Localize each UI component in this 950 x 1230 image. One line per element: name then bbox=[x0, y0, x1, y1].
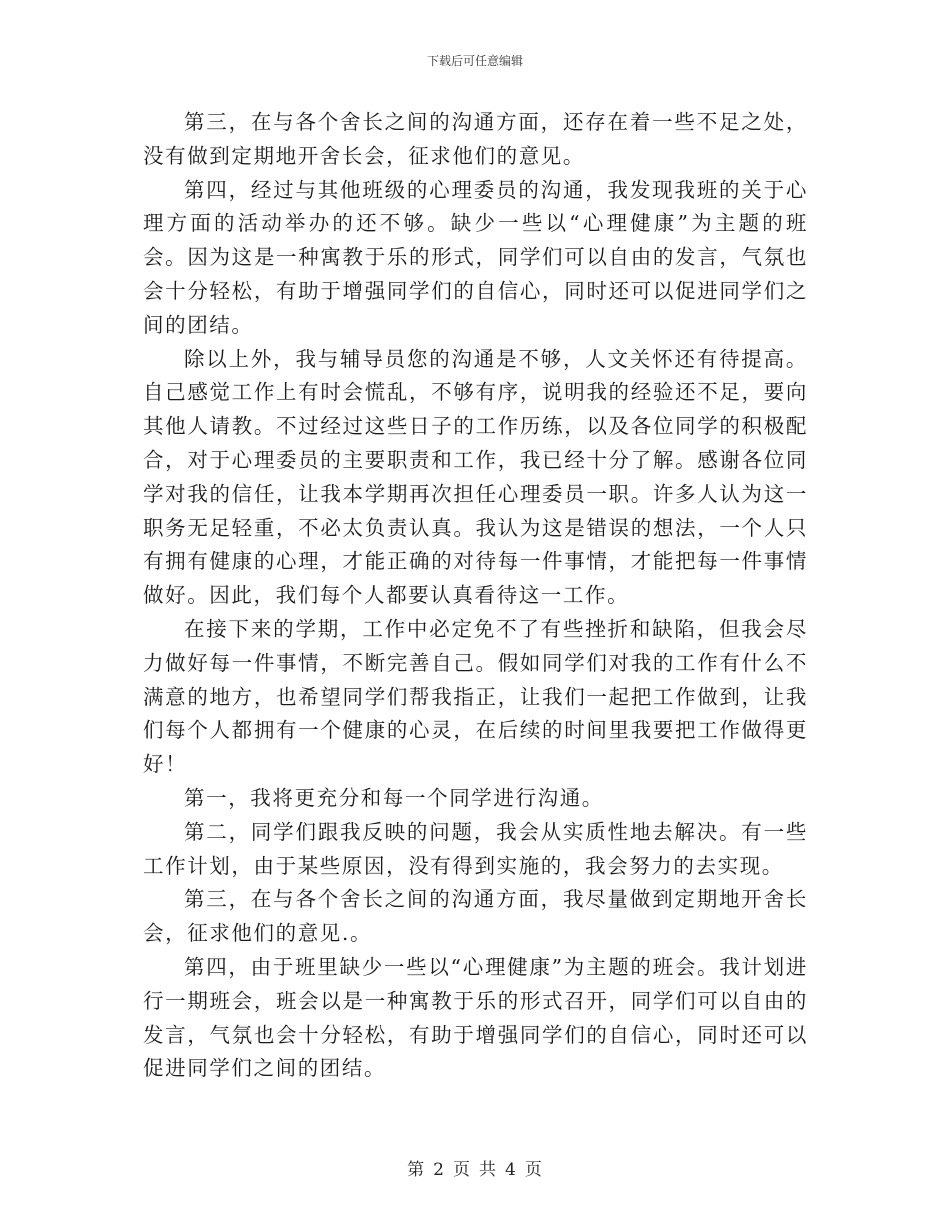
footer-suffix: 页 bbox=[524, 1160, 543, 1180]
paragraph: 第四，经过与其他班级的心理委员的沟通，我发现我班的关于心理方面的活动举办的还不够。缺少一些以“心理健康”为主题的班会。因为这是一种寓教于乐的形式，同学们可以自由的发言，气氛也会十分轻松，有助于增强同学们的自信心，同时还可以促进同学们之间的团结。 bbox=[143, 177, 808, 337]
total-pages-number: 4 bbox=[505, 1160, 517, 1180]
footer-prefix: 第 bbox=[407, 1160, 426, 1180]
current-page-number: 2 bbox=[433, 1160, 445, 1180]
paragraph: 第二，同学们跟我反映的问题，我会从实质性地去解决。有一些工作计划，由于某些原因，没有得到实施的，我会努力的去实现。 bbox=[143, 819, 808, 878]
header-note: 下载后可任意编辑 bbox=[426, 54, 523, 68]
paragraph: 第三，在与各个舍长之间的沟通方面，我尽量做到定期地开舍长会，征求他们的意见.。 bbox=[143, 887, 808, 946]
document-body bbox=[143, 106, 808, 1086]
page-footer bbox=[0, 1155, 950, 1180]
paragraph: 除以上外，我与辅导员您的沟通是不够，人文关怀还有待提高。自己感觉工作上有时会慌乱，不够有序，说明我的经验还不足，要向其他人请教。不过经过这些日子的工作历练，以及各位同学的积极配合，对于心理委员的主要职责和工作，我已经十分了解。感谢各位同学对我的信任，让我本学期再次担任心理委员一职。许多人认为这一职务无足轻重，不必太负责认真。我认为这是错误的想法，一个人只有拥有健康的心理，才能正确的对待每一件事情，才能把每一件事情做好。因此，我们每个人都要认真看待这一工作。 bbox=[143, 346, 808, 608]
footer-total-word: 共 bbox=[479, 1160, 497, 1180]
paragraph: 第四，由于班里缺少一些以“心理健康”为主题的班会。我计划进行一期班会，班会以是一种寓教于乐的形式召开，同学们可以自由的发言，气氛也会十分轻松，有助于增强同学们的自信心，同时还可以促进同学们之间的团结。 bbox=[143, 954, 808, 1081]
footer-page-word: 页 bbox=[453, 1160, 471, 1180]
paragraph: 第一，我将更充分和每一个同学进行沟通。 bbox=[184, 785, 604, 810]
paragraph: 第三，在与各个舍长之间的沟通方面，还存在着一些不足之处，没有做到定期地开舍长会，征求他们的意见。 bbox=[143, 110, 808, 168]
paragraph: 在接下来的学期，工作中必定免不了有些挫折和缺陷，但我会尽力做好每一件事情，不断完善自己。假如同学们对我的工作有什么不满意的地方，也希望同学们帮我指正，让我们一起把工作做到，让我们每个人都拥有一个健康的心灵，在后续的时间里我要把工作做得更好！ bbox=[143, 616, 808, 777]
